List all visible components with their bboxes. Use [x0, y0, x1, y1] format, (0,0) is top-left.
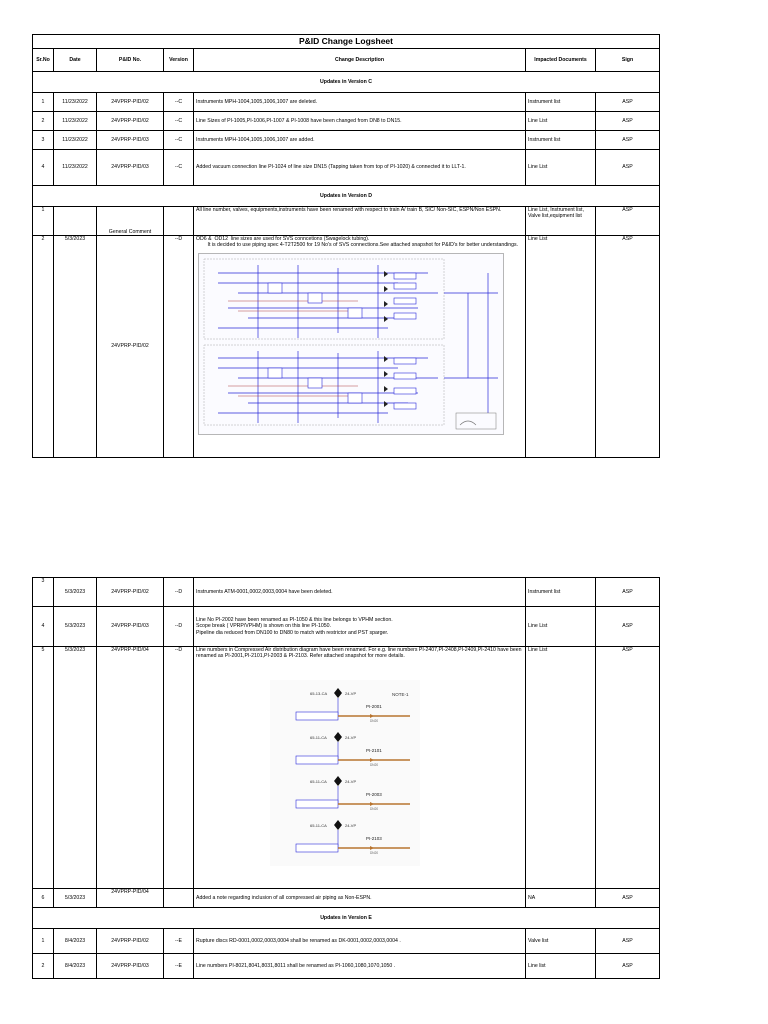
- cell-version: --E: [164, 954, 194, 979]
- cell-version: --C: [164, 112, 194, 131]
- cell-srno: 4: [33, 150, 54, 186]
- pid-snapshot-image: [198, 253, 523, 435]
- pipe-line-size: DN20: [370, 762, 379, 767]
- cell-version: [164, 207, 194, 236]
- col-header-pid: P&ID No.: [97, 49, 164, 72]
- cell-version: --E: [164, 929, 194, 954]
- table-row: [33, 929, 660, 954]
- cell-pid: 24VPRP-PID/04: [97, 647, 164, 889]
- cell-version: [164, 889, 194, 908]
- line-tag-box: [296, 756, 338, 764]
- cell-date: 11/23/2022: [54, 112, 97, 131]
- cell-srno: 1: [33, 929, 54, 954]
- cell-date: 5/3/2023: [54, 647, 97, 889]
- cell-docs: Line List: [526, 647, 596, 889]
- line-tag-box: [296, 800, 338, 808]
- cell-description: [194, 236, 526, 458]
- cell-description: Instruments MPH-1004,1005,1006,1007 are deleted.: [194, 93, 526, 112]
- table-row: [33, 578, 660, 607]
- cell-pid: 24VPRP-PID/03: [97, 607, 164, 647]
- cell-version: --D: [164, 607, 194, 647]
- col-header-docs: Impacted Documents: [526, 49, 596, 72]
- table-row: [33, 131, 660, 150]
- branch-tag: 65-11-CA: [310, 778, 327, 784]
- cell-docs: Valve list: [526, 929, 596, 954]
- cell-docs: Line List: [526, 236, 596, 458]
- cell-description: Added a note regarding inclusion of all compressed air piping as Non-ESPN.: [194, 889, 526, 908]
- table-row: [33, 954, 660, 979]
- section-version-e: Updates in Version E: [33, 908, 660, 929]
- col-header-description: Change Description: [194, 49, 526, 72]
- cell-srno: 2: [33, 236, 54, 458]
- cell-srno: 2: [33, 954, 54, 979]
- compressed-air-snapshot-image: [270, 680, 523, 866]
- table-row: [33, 93, 660, 112]
- cell-srno: 1: [33, 207, 54, 236]
- cell-docs: Instrument list: [526, 578, 596, 607]
- cell-docs: Instrument list: [526, 131, 596, 150]
- cell-description: Instruments ATM-0001,0002,0003,0004 have been deleted.: [194, 578, 526, 607]
- cell-pid: 24VPRP-PID/04: [97, 889, 164, 908]
- branch-size: 24-VP: [345, 822, 357, 828]
- table-row: [33, 112, 660, 131]
- table-row: [33, 607, 660, 647]
- cell-docs: Line List, Instrument list, Valve list,equipment list: [526, 207, 596, 236]
- cell-pid: 24VPRP-PID/02: [97, 112, 164, 131]
- cell-sign: ASP: [596, 889, 660, 908]
- cell-sign: ASP: [596, 131, 660, 150]
- change-log-table-bottom: [32, 577, 660, 979]
- pipe-line-size: DN20: [370, 850, 379, 855]
- cell-date: 5/3/2023: [54, 607, 97, 647]
- cell-srno: 4: [33, 607, 54, 647]
- cell-sign: ASP: [596, 93, 660, 112]
- cell-sign: ASP: [596, 954, 660, 979]
- cell-docs: Line List: [526, 607, 596, 647]
- pipe-line-size: DN20: [370, 718, 379, 723]
- cell-sign: ASP: [596, 150, 660, 186]
- line-tag-box: [296, 844, 338, 852]
- page-title: P&ID Change Logsheet: [33, 35, 660, 49]
- cell-srno: 5: [33, 647, 54, 889]
- change-log-table-top: [32, 34, 660, 458]
- cell-date: 11/23/2022: [54, 131, 97, 150]
- cell-date: 8/4/2023: [54, 929, 97, 954]
- cell-description: Line No PI-2002 have been renamed as PI-1050 & this line belongs to VPHM section. Scope break ( VPRP/VPHM) is shown on this line PI-1050. Pipeline dia reduced from DN100 to DN80 to match with restrictor and PST sparger.: [194, 607, 526, 647]
- cell-sign: ASP: [596, 929, 660, 954]
- cell-date: 8/4/2023: [54, 954, 97, 979]
- pipe-line-number: PI-2001: [366, 703, 382, 709]
- cell-docs: Instrument list: [526, 93, 596, 112]
- cell-version: --C: [164, 93, 194, 112]
- cell-version: --D: [164, 578, 194, 607]
- branch-tag: 65-11-CA: [310, 822, 327, 828]
- cell-version: --D: [164, 647, 194, 889]
- cell-date: 11/23/2022: [54, 150, 97, 186]
- section-version-d: Updates in Version D: [33, 186, 660, 207]
- table-row: [33, 207, 660, 236]
- table-row: [33, 889, 660, 908]
- cell-description: Line Sizes of PI-1005,PI-1006,PI-1007 & PI-1008 have been changed from DN8 to DN15.: [194, 112, 526, 131]
- table-row: [33, 236, 660, 458]
- description-text: OD6 & OD12 line sizes are used for SVS conncetions (Swagelock tubing). It is decided to use piping spec 4-T2T2500 for 19 No's of SVS connections.See attached snapshot for P&ID's for better understandings.: [196, 236, 519, 249]
- cell-srno: 3: [33, 131, 54, 150]
- cell-description: All line number, valves, equipments,instruments have been renamed with respect to train A/ train B, SIC/ Non-SIC, ESPN/Non ESPN.: [194, 207, 526, 236]
- cell-docs: Line list: [526, 954, 596, 979]
- line-tag-box: [296, 712, 338, 720]
- cell-docs: NA: [526, 889, 596, 908]
- cell-pid: 24VPRP-PID/02: [97, 236, 164, 458]
- description-text: Line numbers in Compressed Air distribution diagram have been renamed. For e.g. line numbers PI-2407,PI-2408,PI-2409,PI-2410 have been renamed as PI-2001,PI-2101,PI-2003 & PI-2103. Refer attached snapshot for more details.: [196, 647, 522, 660]
- cell-sign: ASP: [596, 112, 660, 131]
- cell-pid: 24VPRP-PID/02: [97, 578, 164, 607]
- cell-description: Instruments MPH-1004,1005,1006,1007 are added.: [194, 131, 526, 150]
- cell-srno: 2: [33, 112, 54, 131]
- cell-pid: 24VPRP-PID/02: [97, 93, 164, 112]
- branch-tag: 65-13-CA: [310, 690, 328, 696]
- table-row: [33, 647, 660, 889]
- cell-sign: ASP: [596, 647, 660, 889]
- cell-srno: 1: [33, 93, 54, 112]
- col-header-version: Version: [164, 49, 194, 72]
- col-header-srno: Sr.No: [33, 49, 54, 72]
- cell-description: Rupture discs RD-0001,0002,0003,0004 shall be renamed as DK-0001,0002,0003,0004 .: [194, 929, 526, 954]
- cell-pid: 24VPRP-PID/02: [97, 929, 164, 954]
- cell-version: --D: [164, 236, 194, 458]
- cell-pid: 24VPRP-PID/03: [97, 954, 164, 979]
- pipe-line-size: DN20: [370, 806, 379, 811]
- table-header: [33, 49, 660, 72]
- branch-tag: 65-11-CA: [310, 734, 327, 740]
- cell-date: [54, 207, 97, 236]
- branch-size: 24-VP: [345, 778, 357, 784]
- cell-sign: ASP: [596, 236, 660, 458]
- cell-sign: ASP: [596, 607, 660, 647]
- col-header-date: Date: [54, 49, 97, 72]
- cell-srno: 6: [33, 889, 54, 908]
- pipe-line-number: PI-2101: [366, 747, 382, 753]
- cell-sign: ASP: [596, 207, 660, 236]
- branch-size: 24-VP: [345, 734, 357, 740]
- cell-date: 11/23/2022: [54, 93, 97, 112]
- pipe-line-number: PI-2103: [366, 835, 382, 841]
- col-header-sign: Sign: [596, 49, 660, 72]
- cell-pid: General Comment: [97, 207, 164, 236]
- snapshot-note-label: NOTE-1: [392, 691, 409, 697]
- cell-docs: Line List: [526, 150, 596, 186]
- cell-pid: 24VPRP-PID/03: [97, 131, 164, 150]
- branch-size: 24-VP: [345, 690, 357, 696]
- cell-date: 5/3/2023: [54, 889, 97, 908]
- table-row: [33, 150, 660, 186]
- cell-pid: 24VPRP-PID/03: [97, 150, 164, 186]
- cell-description: Line numbers PI-8021,8041,8031,8011 shall be renamed as PI-1060,1080,1070,1050 .: [194, 954, 526, 979]
- cell-version: --C: [164, 131, 194, 150]
- cell-date: 5/3/2023: [54, 578, 97, 607]
- cell-sign: ASP: [596, 578, 660, 607]
- cell-docs: Line List: [526, 112, 596, 131]
- cell-srno: 3: [33, 578, 54, 607]
- cell-date: 5/3/2023: [54, 236, 97, 458]
- cell-version: --C: [164, 150, 194, 186]
- section-version-c: Updates in Version C: [33, 72, 660, 93]
- cell-description: [194, 647, 526, 889]
- pipe-line-number: PI-2003: [366, 791, 382, 797]
- cell-description: Added vacuum connection line PI-1024 of line size DN15 (Tapping taken from top of PI-1020) & connected it to LLT-1.: [194, 150, 526, 186]
